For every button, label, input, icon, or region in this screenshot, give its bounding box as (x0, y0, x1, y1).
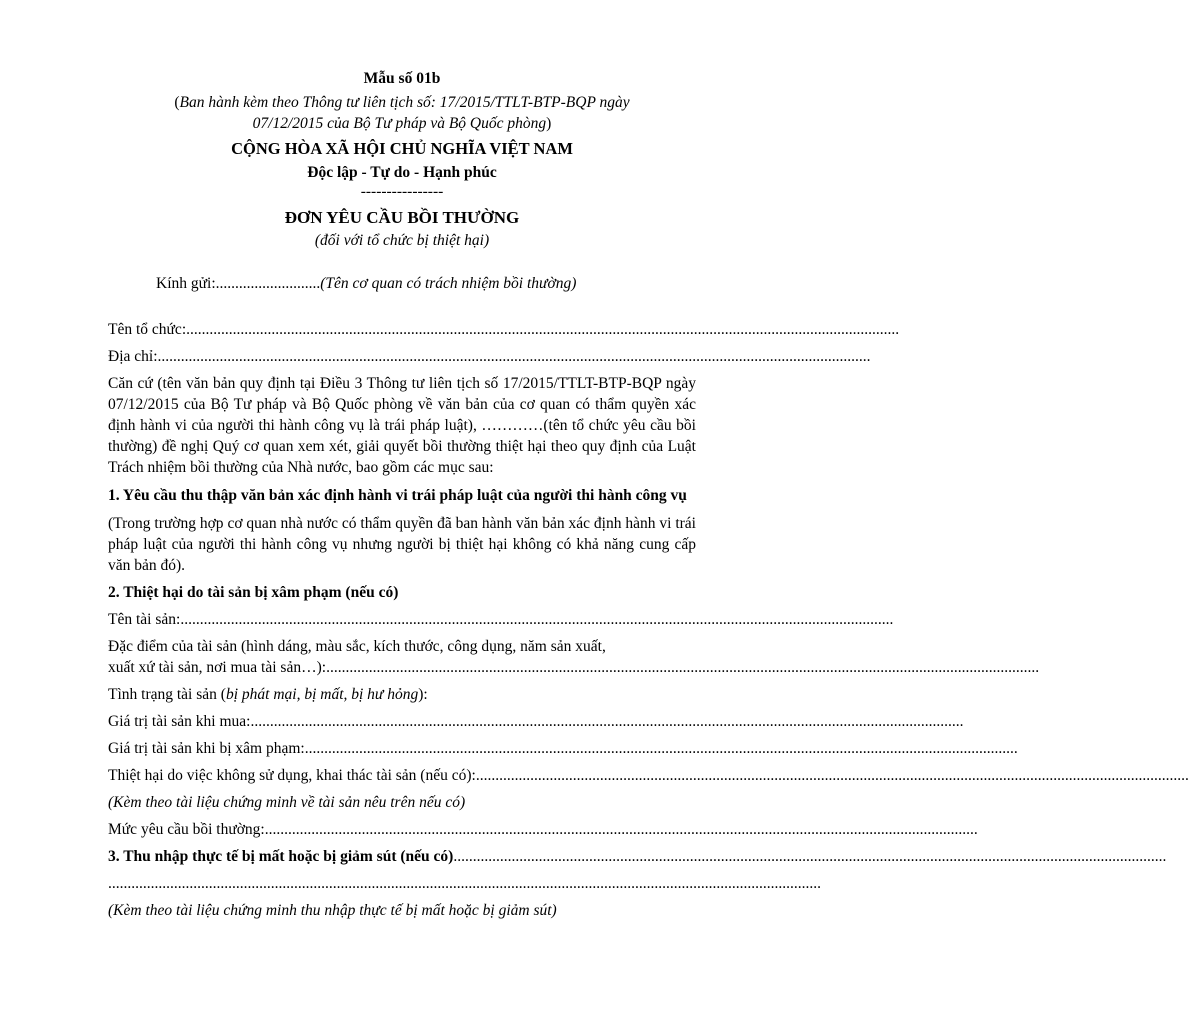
usage-loss-label: Thiệt hại do việc không sử dụng, khai thác tài sản (nếu có): (108, 767, 476, 784)
asset-status-italic: bị phát mại, bị mất, bị hư hỏng (225, 686, 419, 703)
header-separator: ---------------- (360, 183, 444, 200)
address-dots[interactable]: ........................................................................................................................................................................................ (157, 348, 871, 365)
purchase-value-field[interactable] (108, 711, 964, 732)
asset-attachment-note: (Kèm theo tài liệu chứng minh về tài sản nêu trên nếu có) (108, 794, 466, 811)
org-name-dots[interactable]: ........................................................................................................................................................................................ (186, 321, 900, 338)
usage-loss-field[interactable] (108, 765, 1189, 786)
asset-name-label: Tên tài sản: (108, 611, 181, 628)
open-paren: ( (174, 94, 180, 111)
section3-heading: 3. Thu nhập thực tế bị mất hoặc bị giảm sút (nếu có) (108, 848, 454, 865)
asset-name-dots[interactable]: ........................................................................................................................................................................................ (180, 611, 894, 628)
asset-status-prefix: Tình trạng tài sản ( (108, 686, 226, 703)
issued-line-1 (108, 92, 696, 113)
section3-field[interactable] (108, 846, 1167, 867)
asset-status-suffix: ): (418, 686, 428, 703)
purchase-value-dots[interactable]: ........................................................................................................................................................................................ (250, 713, 964, 730)
address-field[interactable] (108, 346, 871, 367)
issued-line-2 (108, 113, 696, 134)
asset-features-dots[interactable]: ........................................................................................................................................................................................ (326, 659, 1040, 676)
close-paren: ) (546, 115, 552, 132)
section3-extra-dots[interactable]: ........................................................................................................................................................................................ (108, 875, 821, 892)
form-number (108, 68, 696, 89)
section3-extra-dots-line[interactable] (108, 873, 821, 894)
section3-dots[interactable]: ........................................................................................................................................................................................ (453, 848, 1167, 865)
asset-features-line1: Đặc điểm của tài sản (hình dáng, màu sắc, kích thước, công dụng, năm sản xuất, (108, 638, 606, 655)
org-name-field[interactable] (108, 319, 900, 340)
issued-line-1-text: Ban hành kèm theo Thông tư liên tịch số: 17/2015/TTLT-BTP-BQP ngày (179, 94, 630, 111)
form-number-text: Mẫu số 01b (363, 70, 441, 87)
claim-level-field[interactable] (108, 819, 978, 840)
basis-paragraph: Căn cứ (tên văn bản quy định tại Điều 3 Thông tư liên tịch số 17/2015/TTLT-BTP-BQP ngày 07/12/2015 của Bộ Tư pháp và Bộ Quốc phòng về văn bản của cơ quan có thẩm quyền xác định hành vi của người thi hành công vụ là trái pháp luật), …………(tên tổ chức yêu cầu bồi thường) đề nghị Quý cơ quan xem xét, giải quyết bồi thường thiệt hại theo quy định của Luật Trách nhiệm bồi thường của Nhà nước, bao gồm các mục sau: (108, 375, 696, 476)
asset-status-line (108, 684, 696, 705)
form-subtitle: (đối với tổ chức bị thiệt hại) (314, 232, 490, 249)
addressee-note: (Tên cơ quan có trách nhiệm bồi thường) (320, 275, 577, 292)
section1-body: (Trong trường hợp cơ quan nhà nước có thẩm quyền đã ban hành văn bản xác định hành vi trái pháp luật của người thi hành công vụ nhưng người bị thiệt hại không có khả năng cung cấp văn bản đó). (108, 515, 696, 574)
claim-level-label: Mức yêu cầu bồi thường: (108, 821, 265, 838)
asset-name-field[interactable] (108, 609, 894, 630)
document-page (108, 68, 1189, 921)
asset-features-label: xuất xứ tài sản, nơi mua tài sản…): (108, 659, 327, 676)
country-name: CỘNG HÒA XÃ HỘI CHỦ NGHĨA VIỆT NAM (231, 139, 573, 158)
purchase-value-label: Giá trị tài sản khi mua: (108, 713, 251, 730)
section2-heading: 2. Thiệt hại do tài sản bị xâm phạm (nếu có) (108, 584, 399, 601)
addressee-label: Kính gửi:........................... (156, 275, 321, 292)
section1-heading: 1. Yêu cầu thu thập văn bản xác định hành vi trái pháp luật của người thi hành công vụ (108, 487, 687, 504)
issued-line-2-text: 07/12/2015 của Bộ Tư pháp và Bộ Quốc phòng (252, 115, 547, 132)
claim-level-dots[interactable]: ........................................................................................................................................................................................ (264, 821, 978, 838)
asset-features-field[interactable] (108, 657, 1040, 678)
org-name-label: Tên tổ chức: (108, 321, 187, 338)
addressee-line (108, 273, 696, 294)
address-label: Địa chỉ: (108, 348, 158, 365)
infringed-value-dots[interactable]: ........................................................................................................................................................................................ (304, 740, 1018, 757)
income-attachment-note: (Kèm theo tài liệu chứng minh thu nhập thực tế bị mất hoặc bị giảm sút) (108, 902, 557, 919)
infringed-value-field[interactable] (108, 738, 1018, 759)
national-motto: Độc lập - Tự do - Hạnh phúc (307, 164, 497, 181)
infringed-value-label: Giá trị tài sản khi bị xâm phạm: (108, 740, 305, 757)
usage-loss-dots[interactable]: ........................................................................................................................................................................................ (475, 767, 1189, 784)
form-title: ĐƠN YÊU CẦU BỒI THƯỜNG (284, 208, 520, 227)
